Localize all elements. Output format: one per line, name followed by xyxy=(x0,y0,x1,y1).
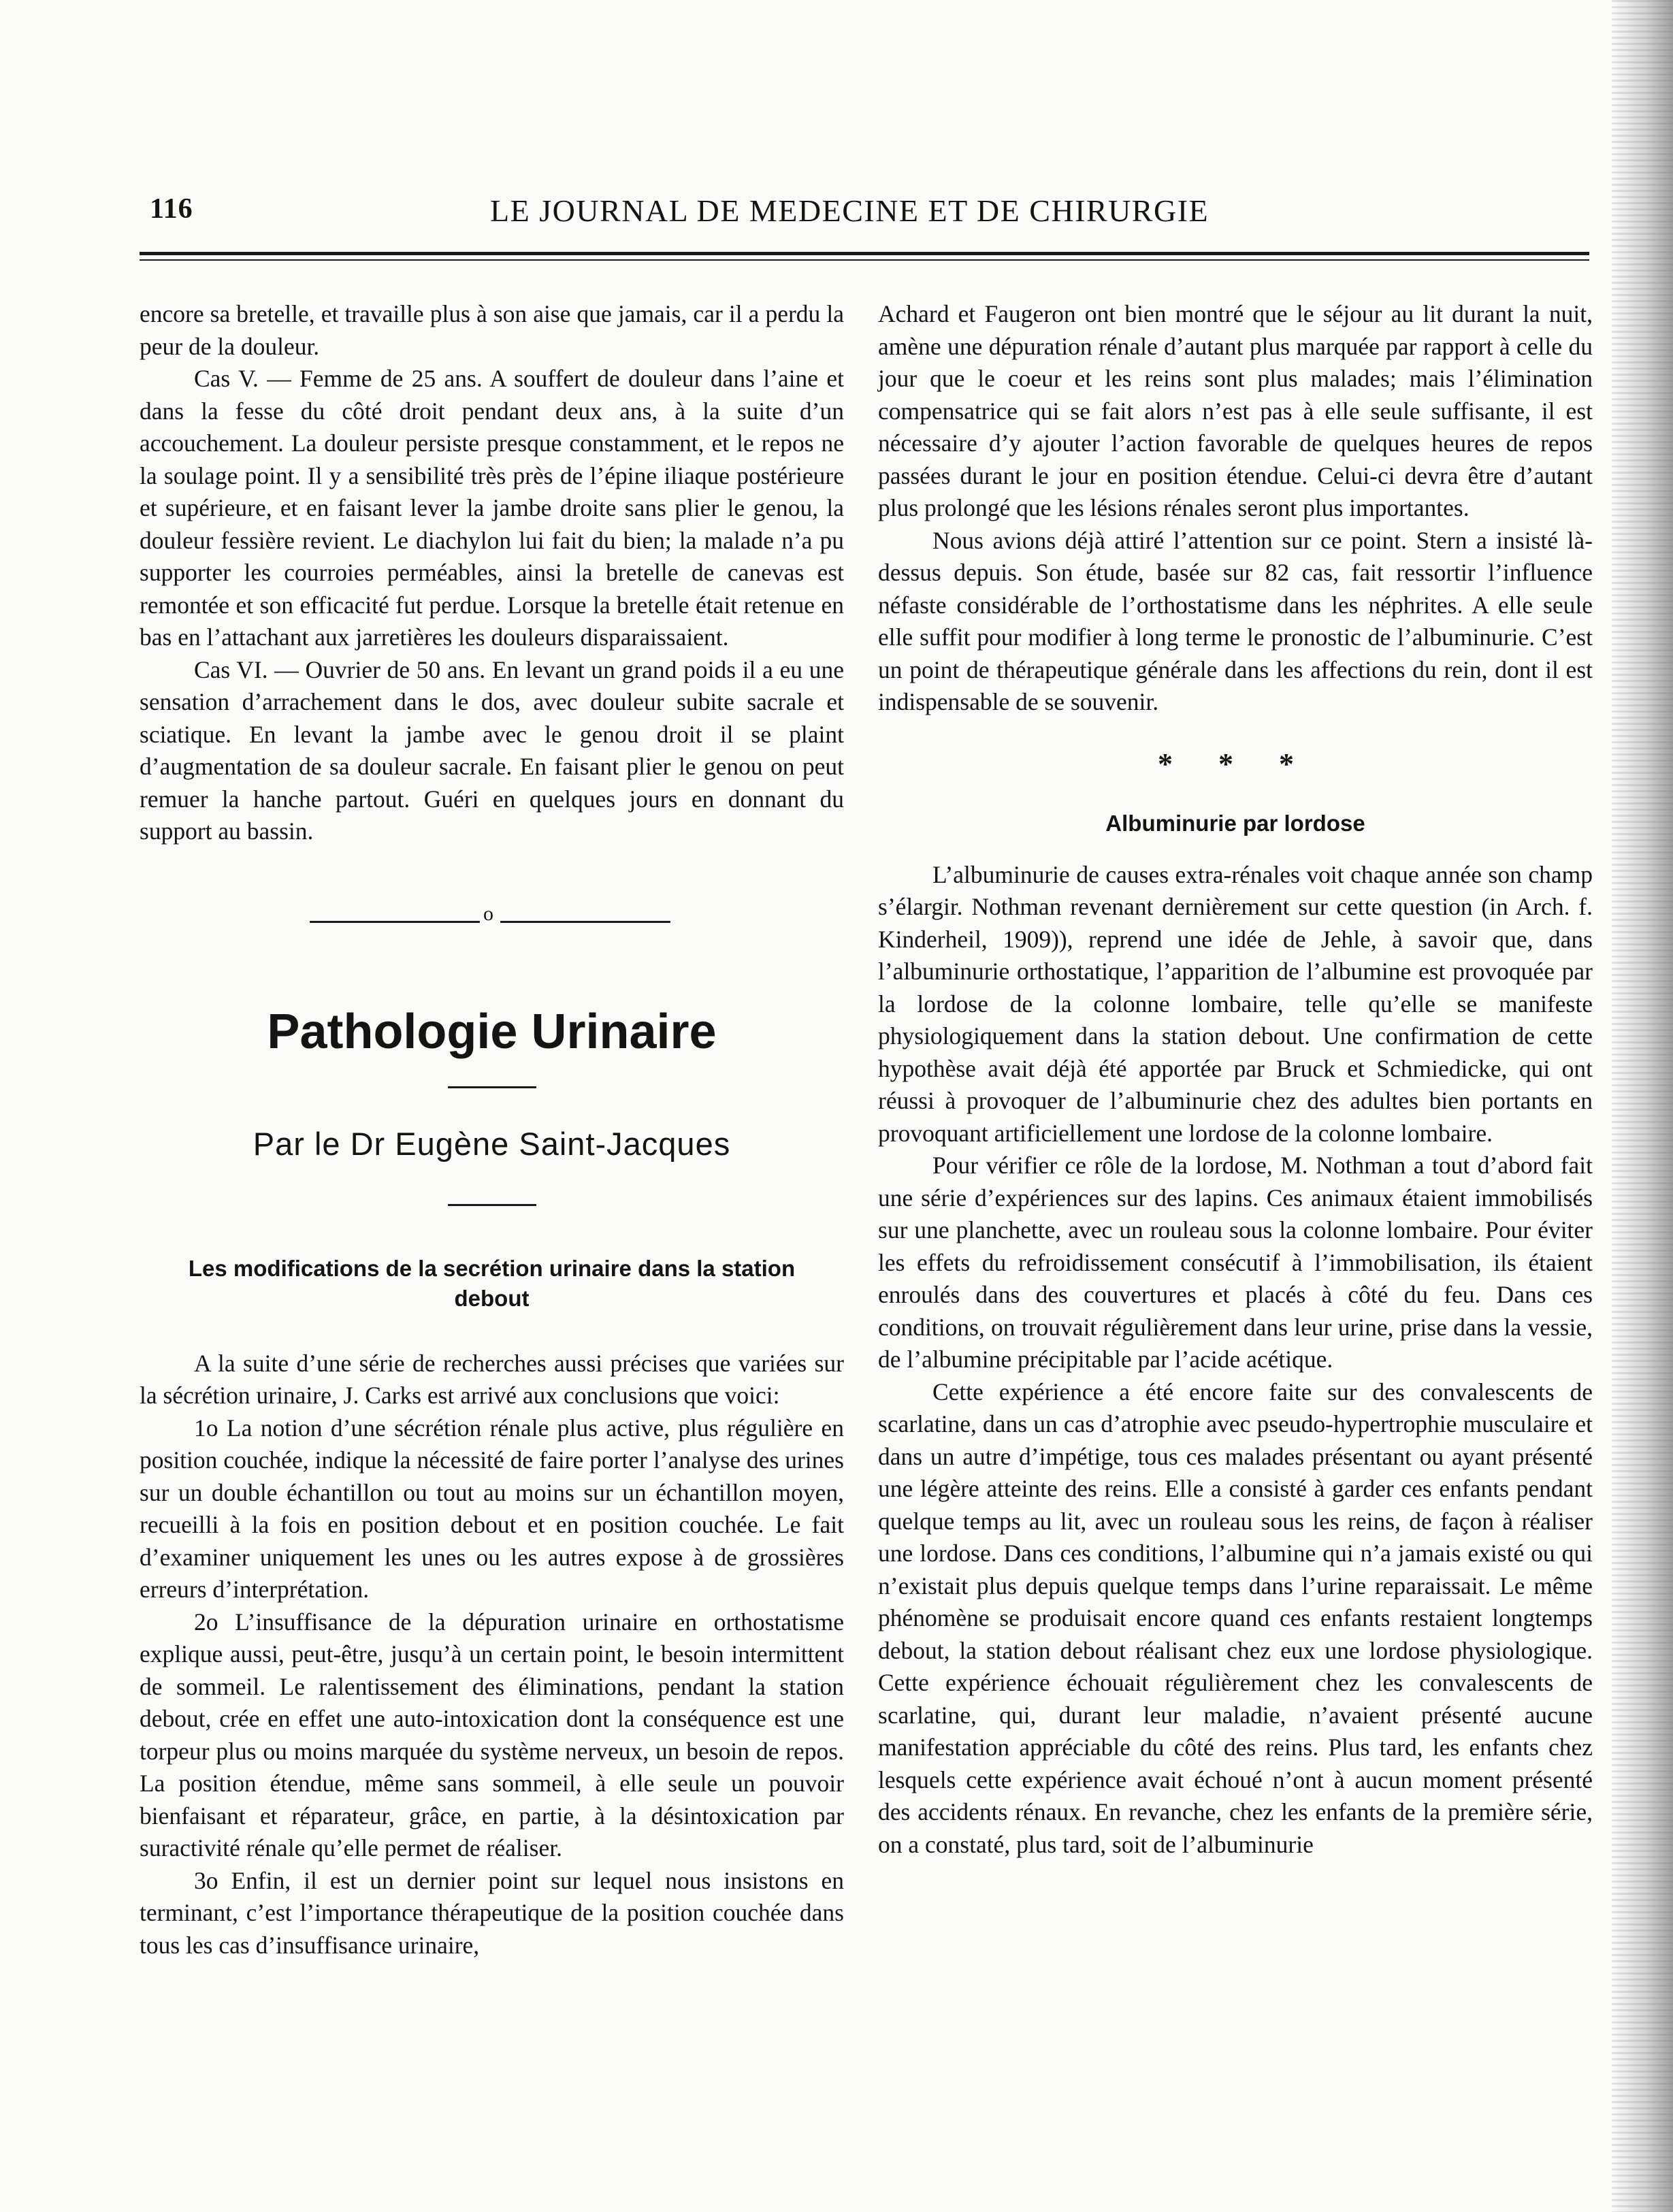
paragraph: L’albuminurie de causes extra-rénales voit chaque année son champ s’élargir. Nothman revenant dernièrement sur cette question (in Arch. f. Kinderheil, 1909)), reprend une idée de Jehle, à savoir que, dans l’albuminurie orthostatique, l’apparition de l’albumine est provoquée par la lordose de la colonne lombaire, telle qu’elle se manifeste physiologiquement dans la station debout. Une confirmation de cette hypothèse avait déjà été apportée par Bruck et Schmiedicke, qui ont réussi à provoquer de l’albuminurie chez des adultes bien portants en provoquant artificiellement une lordose de la colonne lombaire. xyxy=(878,860,1593,1147)
paragraph: Achard et Faugeron ont bien montré que le séjour au lit durant la nuit, amène une dépuration rénale d’autant plus marquée par rapport à celle du jour que le coeur et les reins sont plus malades; mais l’élimination compensatrice qui se fait alors n’est pas à elle seule suffisante, il est nécessaire d’y ajouter l’action favorable de quelques heures de repos passées durant le jour en position étendue. Celui-ci devra être d’autant plus prolongé que les lésions rénales seront plus importantes. xyxy=(878,300,1593,521)
ornament-line-left xyxy=(310,921,480,923)
author-rule xyxy=(448,1204,536,1206)
ornament-line-right xyxy=(500,921,670,923)
page-header xyxy=(150,193,1579,233)
paragraph: 3o Enfin, il est un dernier point sur lequel nous insistons en terminant, c’est l’importance thérapeutique de la position couchée dans tous les cas d’insuffisance urinaire, xyxy=(140,1866,844,1959)
author-line: Par le Dr Eugène Saint-Jacques xyxy=(253,1125,731,1162)
section-separator-stars: * * * xyxy=(1158,747,1313,781)
paragraph: Nous avions déjà attiré l’attention sur ce point. Stern a insisté là-dessus depuis. Son étude, basée sur 82 cas, fait ressortir l’influence néfaste considérable de l’orthostatisme dans les néphrites. A elle seule elle suffit pour modifier à long terme le pronostic de l’albuminurie. C’est un point de thérapeutique générale dans les affections du rein, dont il est indispensable de se souvenir. xyxy=(878,526,1593,715)
right-column xyxy=(878,298,1593,1861)
paragraph: Pour vérifier ce rôle de la lordose, M. Nothman a tout d’abord fait une série d’expériences sur des lapins. Ces animaux étaient immobilisés sur une planchette, avec un rouleau sous la colonne lombaire. Pour éviter les effets du refroidissement consécutif à l’immobilisation, ils étaient enroulés dans des couvertures et placés à côté du feu. Dans ces conditions, on trouvait régulièrement dans leur urine, prise dans la vessie, de l’albumine précipitable par l’acide acétique. xyxy=(878,1152,1593,1373)
left-column xyxy=(140,298,844,1962)
title-rule xyxy=(448,1086,536,1088)
paragraph: Cas VI. — Ouvrier de 50 ans. En levant un grand poids il a eu une sensation d’arrachement dans le dos, avec douleur subite sacrale et sciatique. En levant la jambe avec le genou droit il se plaint d’augmentation de sa douleur sacrale. En faisant plier le genou on peut remuer la hanche partout. Guéri en quelques jours en donnant du support au bassin. xyxy=(140,655,844,845)
header-rule-thick xyxy=(140,252,1589,255)
paragraph: 2o L’insuffisance de la dépuration urinaire en orthostatisme explique aussi, peut-être, jusqu’à un certain point, le besoin intermittent de sommeil. Le ralentissement des éliminations, pendant la station debout, crée en effet une auto-intoxication dont la conséquence est une torpeur plus ou moins marquée du système nerveux, un besoin de repos. La position étendue, même sans sommeil, à elle seule un pouvoir bienfaisant et réparateur, grâce, en partie, à la désintoxication par suractivité rénale qu’elle permet de réaliser. xyxy=(140,1608,844,1861)
paragraph: Cette expérience a été encore faite sur des convalescents de scarlatine, dans un cas d’atrophie avec pseudo-hypertrophie musculaire et dans un autre d’impétige, tous ces malades présentant ou ayant présenté une légère atteinte des reins. Elle a consisté à garder ces enfants pendant quelque temps au lit, avec un rouleau sous les reins, de façon à réaliser une lordose. Dans ces conditions, l’albumine qui n’a jamais existé ou qui n’existait plus depuis quelque temps dans l’urine reparaissait. Le même phénomène se produisait encore quand ces enfants restaient longtemps debout, la station debout réalisant chez eux une lordose physiologique. Cette expérience échouait régulièrement chez les convalescents de scarlatine, qui, durant leur maladie, n’avaient présenté aucune manifestation appréciable du côté des reins. Plus tard, les enfants chez lesquels cette expérience avait échoué n’ont à aucun moment présenté des accidents rénaux. En revanche, chez les enfants de la première série, on a constaté, plus tard, soit de l’albuminurie xyxy=(878,1378,1593,1858)
paragraph: A la suite d’une série de recherches aussi précises que variées sur la sécrétion urinaire, J. Carks est arrivé aux conclusions que voici: xyxy=(140,1349,844,1409)
section-title: Pathologie Urinaire xyxy=(267,1004,717,1059)
running-title: LE JOURNAL DE MEDECINE ET DE CHIRURGIE xyxy=(490,193,1209,228)
ornament-circle: o xyxy=(483,902,493,925)
article-title: Albuminurie par lordose xyxy=(1105,810,1365,836)
paragraph: 1o La notion d’une sécrétion rénale plus active, plus régulière en position couchée, indique la nécessité de faire porter l’analyse des urines sur un double échantillon ou tout au moins sur un échantillon moyen, recueilli à la fois en position debout et en position couchée. Le fait d’examiner uniquement les unes ou les autres expose à de grossières erreurs d’interprétation. xyxy=(140,1414,844,1603)
paragraph: encore sa bretelle, et travaille plus à son aise que jamais, car il a perdu la peur de la douleur. xyxy=(140,300,844,360)
paragraph: Cas V. — Femme de 25 ans. A souffert de douleur dans l’aine et dans la fesse du côté droit pendant deux ans, à la suite d’un accouchement. La douleur persiste presque constamment, et le repos ne la soulage point. Il y a sensibilité très près de l’épine iliaque postérieure et supérieure, et en faisant lever la jambe droite sans plier le genou, la douleur fessière revient. Le diachylon lui fait du bien; la malade n’a pu supporter les courroies perméables, ainsi la bretelle de canevas est remontée et son efficacité fut perdue. Lorsque la bretelle était retenue en bas en l’attachant aux jarretières les douleurs disparaissaient. xyxy=(140,365,844,651)
article-title: Les modifications de la secrétion urinaire dans la station debout xyxy=(188,1255,796,1311)
header-rule-thin xyxy=(140,259,1589,261)
page-number: 116 xyxy=(150,193,193,225)
section-ornament xyxy=(140,896,844,957)
scan-edge-shadow xyxy=(1612,0,1673,2212)
